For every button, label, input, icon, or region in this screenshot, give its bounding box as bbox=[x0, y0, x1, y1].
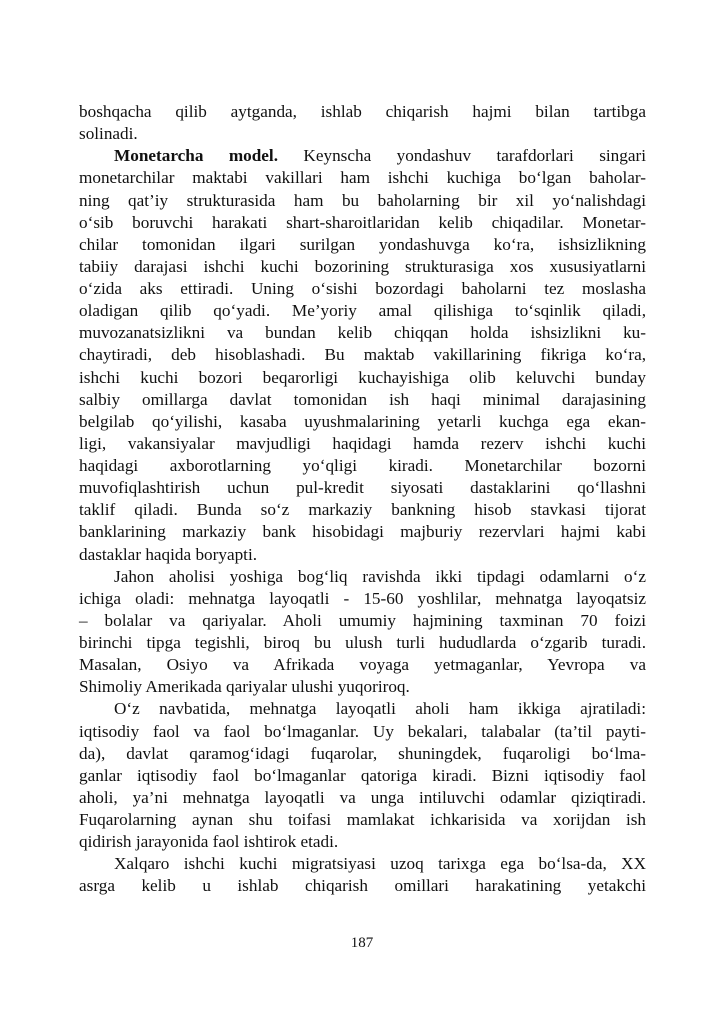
text-line bbox=[79, 610, 646, 632]
text-line bbox=[79, 721, 646, 743]
line-text: banklarining markaziy bank hisobidagi majburiy rezervlari hajmi kabi bbox=[79, 522, 646, 542]
line-text: Keynscha yondashuv tarafdorlari singari bbox=[278, 146, 646, 166]
text-line bbox=[79, 499, 646, 521]
text-line bbox=[79, 765, 646, 787]
line-text: da), davlat qaramog‘idagi fuqarolar, shuningdek, fuqaroligi bo‘lma- bbox=[79, 743, 646, 763]
text-line bbox=[79, 831, 646, 853]
line-text: solinadi. bbox=[79, 124, 138, 144]
line-text: Masalan, Osiyo va Afrikada voyaga yetmaganlar, Yevropa va bbox=[79, 655, 646, 675]
text-line bbox=[79, 743, 646, 765]
text-line bbox=[79, 477, 646, 499]
line-text: – bolalar va qariyalar. Aholi umumiy hajmining taxminan 70 foizi bbox=[79, 610, 646, 630]
section-heading: Monetarcha model. bbox=[114, 146, 279, 166]
text-line bbox=[79, 853, 646, 875]
line-text: belgilab qo‘yilishi, kasaba uyushmalarining yetarli kuchga ega ekan- bbox=[79, 411, 646, 431]
text-line bbox=[79, 256, 646, 278]
text-line bbox=[79, 676, 646, 698]
line-text: salbiy omillarga davlat tomonidan ish haqi minimal darajasining bbox=[79, 389, 646, 409]
line-text: ning qat’iy strukturasida ham bu baholarning bir xil yo‘nalishdagi bbox=[79, 190, 646, 210]
page-number: 187 bbox=[350, 935, 374, 951]
text-line bbox=[79, 544, 646, 566]
text-line bbox=[79, 389, 646, 411]
line-text: tabiiy darajasi ishchi kuchi bozorining strukturasiga xos xususiyatlarni bbox=[79, 256, 646, 276]
text-line bbox=[79, 875, 646, 897]
text-line bbox=[79, 698, 646, 720]
paragraph bbox=[79, 566, 646, 699]
line-text: asrga kelib u ishlab chiqarish omillari harakatining yetakchi bbox=[79, 876, 646, 896]
line-text: ichiga oladi: mehnatga layoqatli - 15-60 yoshlilar, mehnatga layoqatsiz bbox=[79, 588, 646, 608]
text-line bbox=[79, 212, 646, 234]
text-line bbox=[79, 278, 646, 300]
paragraph bbox=[79, 145, 646, 565]
text-line bbox=[79, 433, 646, 455]
paragraph bbox=[79, 101, 646, 145]
line-text: ishchi kuchi bozori beqarorligi kuchayishiga olib keluvchi bunday bbox=[79, 367, 646, 387]
text-line bbox=[79, 167, 646, 189]
line-text: Shimoliy Amerikada qariyalar ulushi yuqoriroq. bbox=[79, 677, 410, 697]
line-text: chilar tomonidan ilgari surilgan yondashuvga ko‘ra, ishsizlikning bbox=[79, 234, 646, 254]
text-line bbox=[79, 809, 646, 831]
line-text: muvofiqlashtirish uchun pul-kredit siyosati dastaklarini qo‘llashni bbox=[79, 478, 646, 498]
paragraph bbox=[79, 698, 646, 853]
text-line bbox=[79, 566, 646, 588]
line-text: O‘z navbatida, mehnatga layoqatli aholi ham ikkiga ajratiladi: bbox=[114, 699, 646, 719]
line-text: o‘zida aks ettiradi. Uning o‘sishi bozordagi baholarni tez moslasha bbox=[79, 279, 646, 298]
line-text: boshqacha qilib aytganda, ishlab chiqarish hajmi bilan tartibga bbox=[79, 102, 646, 121]
text-line bbox=[79, 300, 646, 322]
text-line bbox=[79, 787, 646, 809]
text-line bbox=[79, 322, 646, 344]
text-line bbox=[79, 411, 646, 433]
line-text: chaytiradi, deb hisoblashadi. Bu maktab vakillarining fikriga ko‘ra, bbox=[79, 345, 646, 365]
text-line bbox=[79, 455, 646, 477]
line-text: aholi, ya’ni mehnatga layoqatli va unga intiluvchi odamlar qiziqtiradi. bbox=[79, 787, 646, 807]
text-line bbox=[79, 654, 646, 676]
line-text: iqtisodiy faol va faol bo‘lmaganlar. Uy bekalari, talabalar (ta’til payti- bbox=[79, 721, 646, 741]
text-line bbox=[79, 632, 646, 654]
line-text: muvozanatsizlikni va bundan kelib chiqqan holda ishsizlikni ku- bbox=[79, 323, 646, 343]
text-line bbox=[79, 234, 646, 256]
line-text: dastaklar haqida boryapti. bbox=[79, 544, 258, 564]
line-text: taklif qiladi. Bunda so‘z markaziy bankning hisob stavkasi tijorat bbox=[79, 500, 646, 520]
line-text: Xalqaro ishchi kuchi migratsiyasi uzoq tarixga ega bo‘lsa-da, XX bbox=[114, 854, 646, 874]
line-text: birinchi tipga tegishli, biroq bu ulush turli hududlarda o‘zgarib turadi. bbox=[79, 633, 646, 652]
text-line bbox=[79, 588, 646, 610]
line-text: Jahon aholisi yoshiga bog‘liq ravishda ikki tipdagi odamlarni o‘z bbox=[114, 566, 646, 586]
line-text: ligi, vakansiyalar mavjudligi haqidagi hamda rezerv ishchi kuchi bbox=[79, 433, 646, 453]
document-body bbox=[79, 101, 646, 898]
text-line bbox=[79, 521, 646, 543]
line-text: o‘sib boruvchi harakati shart-sharoitlaridan kelib chiqadilar. Monetar- bbox=[79, 212, 646, 232]
line-text: ganlar iqtisodiy faol bo‘lmaganlar qatoriga kiradi. Bizni iqtisodiy faol bbox=[79, 765, 646, 785]
text-line bbox=[79, 190, 646, 212]
line-text: qidirish jarayonida faol ishtirok etadi. bbox=[79, 832, 339, 852]
paragraph bbox=[79, 853, 646, 897]
line-text: Fuqarolarning aynan shu toifasi mamlakat ichkarisida va xorijdan ish bbox=[79, 810, 646, 829]
line-text: monetarchilar maktabi vakillari ham ishchi kuchiga bo‘lgan baholar- bbox=[79, 168, 646, 188]
text-line bbox=[79, 367, 646, 389]
line-text: oladigan qilib qo‘yadi. Me’yoriy amal qilishiga to‘sqinlik qiladi, bbox=[79, 301, 646, 321]
text-line bbox=[79, 101, 646, 123]
text-line bbox=[79, 123, 646, 145]
text-line bbox=[79, 344, 646, 366]
line-text: haqidagi axborotlarning yo‘qligi kiradi. Monetarchilar bozorni bbox=[79, 456, 646, 475]
text-line bbox=[79, 145, 646, 167]
